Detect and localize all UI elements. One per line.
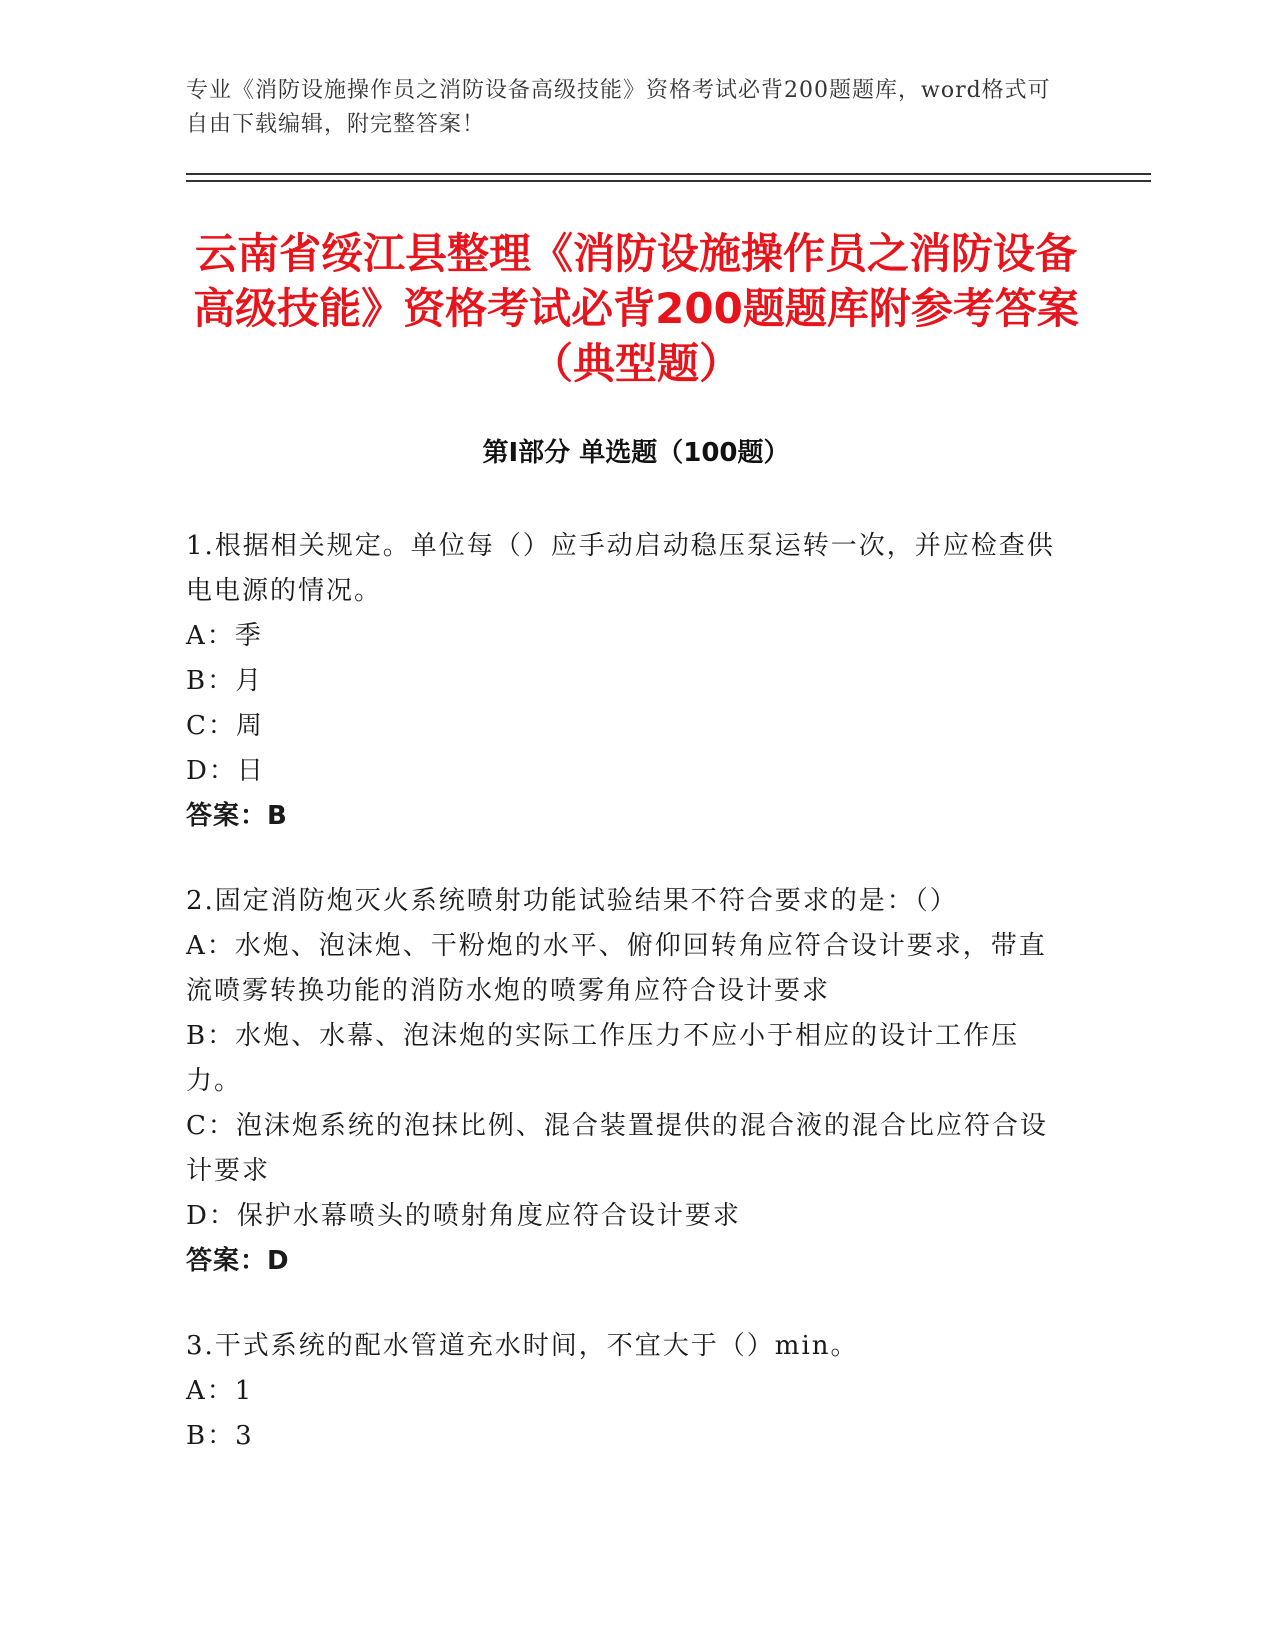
document-title: 云南省绥江县整理《消防设施操作员之消防设备高级技能》资格考试必背200题题库附参考答案（典型题） [193, 229, 1079, 388]
option-d: D：保护水幕喷头的喷射角度应符合设计要求 [186, 1201, 741, 1231]
option-c: C：泡沫炮系统的泡抹比例、混合装置提供的混合液的混合比应符合设计要求 [186, 1111, 1048, 1186]
question-stem: 3.干式系统的配水管道充水时间，不宜大于（）min。 [186, 1331, 859, 1361]
option-a: A：季 [186, 621, 263, 651]
header-divider-bottom [186, 180, 1151, 182]
question-list [186, 524, 1066, 1499]
option-c: C：周 [186, 711, 264, 741]
header-divider-top [186, 173, 1151, 175]
answer: 答案：D [186, 1246, 290, 1276]
option-a: A：1 [186, 1376, 254, 1406]
option-d: D：日 [186, 756, 265, 786]
option-a: A：水炮、泡沫炮、干粉炮的水平、俯仰回转角应符合设计要求，带直流喷雾转换功能的消防水炮的喷雾角应符合设计要求 [186, 931, 1047, 1006]
option-b: B：水炮、水幕、泡沫炮的实际工作压力不应小于相应的设计工作压力。 [186, 1021, 1020, 1096]
option-b: B：3 [186, 1421, 254, 1451]
question-stem: 2.固定消防炮灭火系统喷射功能试验结果不符合要求的是：（） [186, 886, 958, 916]
section-title: 第Ⅰ部分 单选题（100题） [482, 438, 790, 468]
question-item [186, 524, 1066, 839]
question-stem: 1.根据相关规定。单位每（）应手动启动稳压泵运转一次，并应检查供电电源的情况。 [186, 531, 1055, 606]
question-item [186, 879, 1066, 1284]
answer: 答案：B [186, 801, 288, 831]
option-b: B：月 [186, 666, 264, 696]
question-item [186, 1324, 1066, 1459]
header-note: 专业《消防设施操作员之消防设备高级技能》资格考试必背200题题库，word格式可自由下载编辑，附完整答案！ [186, 78, 1051, 137]
